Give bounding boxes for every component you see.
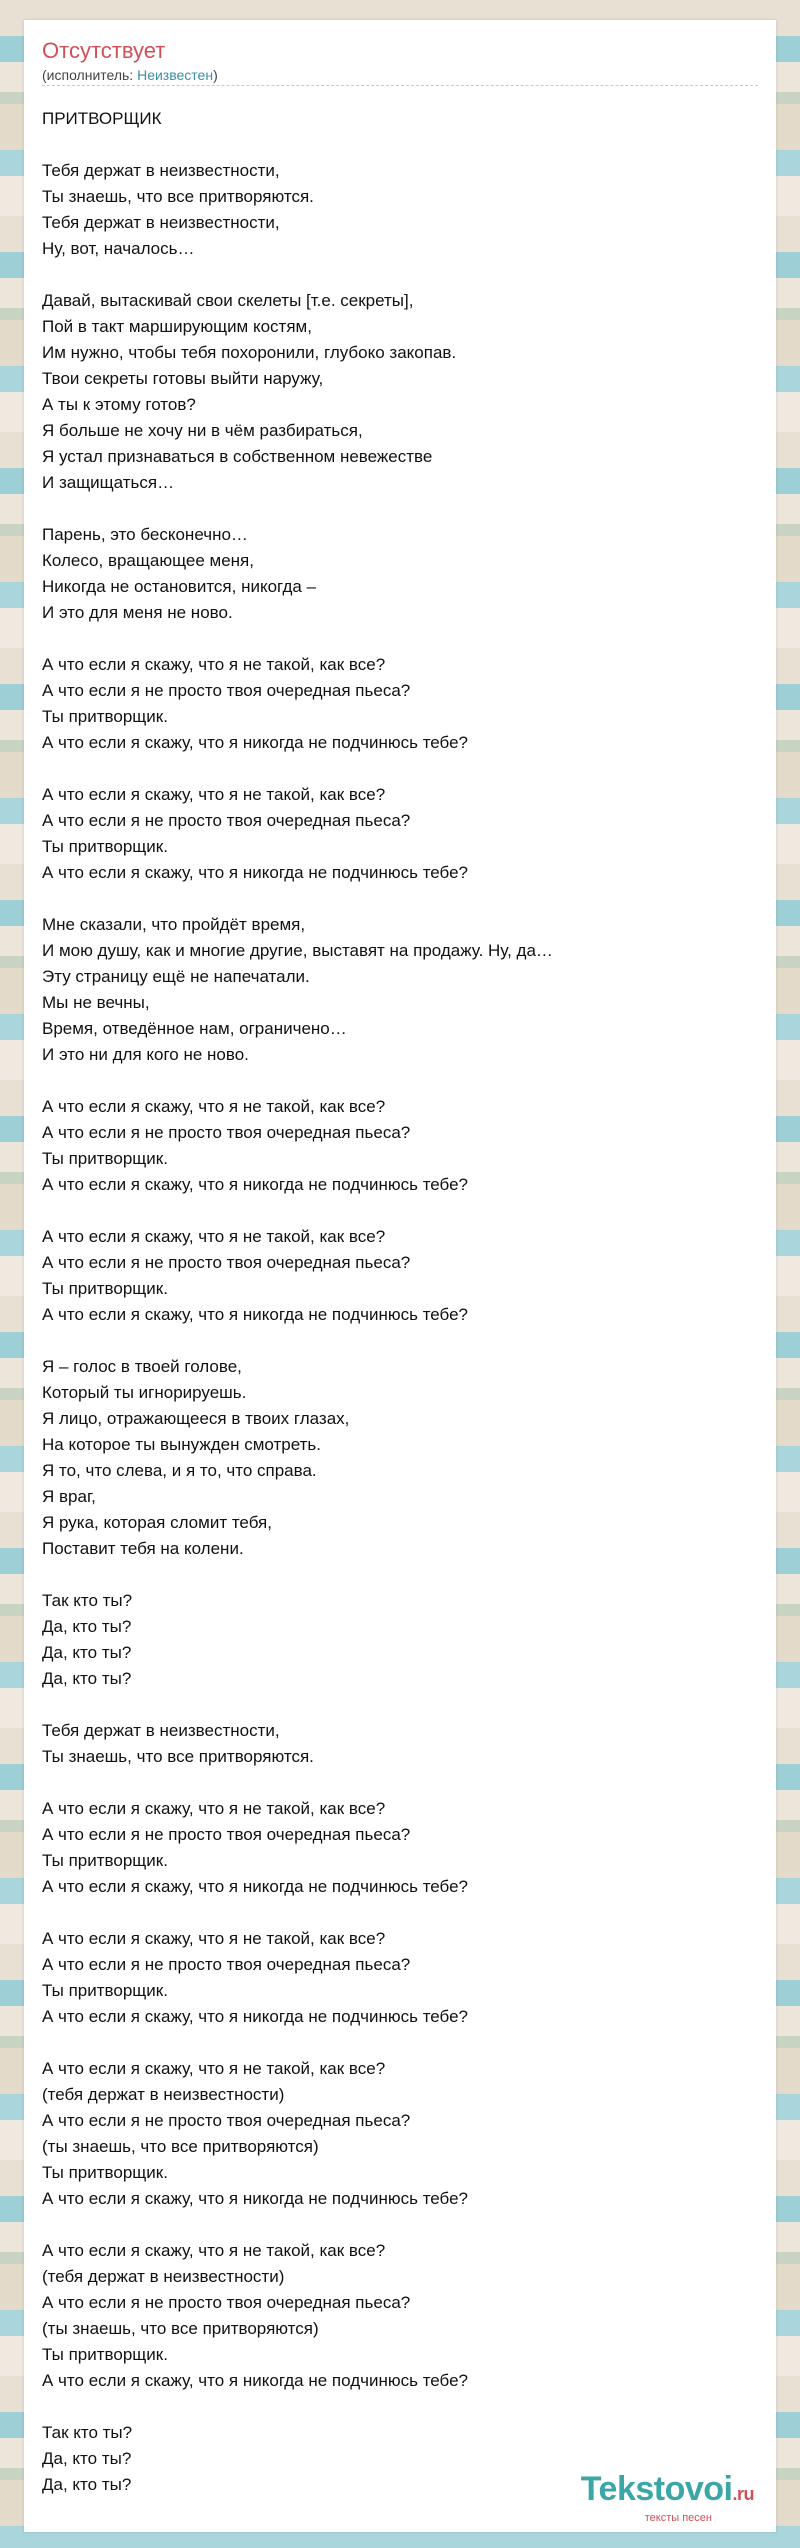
artist-suffix: ) bbox=[213, 67, 218, 83]
lyric-line: На которое ты вынужден смотреть. bbox=[42, 1435, 321, 1454]
lyric-line: Колесо, вращающее меня, bbox=[42, 551, 254, 570]
logo-tld: .ru bbox=[732, 2484, 754, 2504]
stanza bbox=[42, 1588, 758, 1692]
stanza bbox=[42, 1926, 758, 2030]
stanza-gap bbox=[42, 262, 758, 288]
lyric-line: Ты притворщик. bbox=[42, 1279, 168, 1298]
lyric-line: А что если я скажу, что я никогда не подчинюсь тебе? bbox=[42, 1175, 469, 1194]
lyric-line: А что если я не просто твоя очередная пьеса? bbox=[42, 681, 411, 700]
lyric-line: (тебя держат в неизвестности) bbox=[42, 2085, 285, 2104]
lyric-line: А что если я скажу, что я никогда не подчинюсь тебе? bbox=[42, 2371, 469, 2390]
lyric-line: Ты притворщик. bbox=[42, 837, 168, 856]
stanza-gap bbox=[42, 2212, 758, 2238]
lyric-line: А что если я не просто твоя очередная пьеса? bbox=[42, 1253, 411, 1272]
stanza-gap bbox=[42, 1198, 758, 1224]
stanza bbox=[42, 1354, 758, 1562]
stanza-gap bbox=[42, 756, 758, 782]
lyric-line: А что если я скажу, что я никогда не подчинюсь тебе? bbox=[42, 863, 469, 882]
lyric-line: Поставит тебя на колени. bbox=[42, 1539, 244, 1558]
stanza-gap bbox=[42, 886, 758, 912]
lyric-line: А что если я не просто твоя очередная пьеса? bbox=[42, 2111, 411, 2130]
stanza bbox=[42, 288, 758, 496]
lyric-line: Ну, вот, началось… bbox=[42, 239, 195, 258]
header-divider bbox=[42, 85, 758, 86]
lyric-line: А что если я скажу, что я никогда не подчинюсь тебе? bbox=[42, 1305, 469, 1324]
lyric-line: Ты знаешь, что все притворяются. bbox=[42, 187, 314, 206]
stanza-gap bbox=[42, 1770, 758, 1796]
stanza-gap bbox=[42, 132, 758, 158]
lyric-line: Ты знаешь, что все притворяются. bbox=[42, 1747, 314, 1766]
lyric-line: Ты притворщик. bbox=[42, 707, 168, 726]
song-header bbox=[42, 38, 758, 86]
stanza-gap bbox=[42, 1328, 758, 1354]
lyric-line: Да, кто ты? bbox=[42, 2449, 132, 2468]
lyric-line: А что если я скажу, что я не такой, как все? bbox=[42, 655, 386, 674]
lyric-line: Тебя держат в неизвестности, bbox=[42, 213, 280, 232]
stanza bbox=[42, 1224, 758, 1328]
lyric-line: А что если я скажу, что я не такой, как все? bbox=[42, 1227, 386, 1246]
lyric-line: А что если я скажу, что я никогда не подчинюсь тебе? bbox=[42, 2189, 469, 2208]
logo-tagline: тексты песен bbox=[644, 2512, 712, 2524]
lyric-line: Ты притворщик. bbox=[42, 1981, 168, 2000]
artist-line bbox=[42, 66, 758, 84]
lyric-line: Да, кто ты? bbox=[42, 1669, 132, 1688]
lyrics-text bbox=[42, 106, 758, 2498]
lyric-line: А ты к этому готов? bbox=[42, 395, 196, 414]
stanza bbox=[42, 1718, 758, 1770]
lyric-line: Никогда не остановится, никогда – bbox=[42, 577, 317, 596]
lyric-line: Я больше не хочу ни в чём разбираться, bbox=[42, 421, 363, 440]
lyric-line: Ты притворщик. bbox=[42, 1149, 168, 1168]
artist-prefix: (исполнитель: bbox=[42, 67, 138, 83]
stanza-gap bbox=[42, 496, 758, 522]
lyric-line: А что если я не просто твоя очередная пьеса? bbox=[42, 1825, 411, 1844]
lyric-line: Я устал признаваться в собственном невежестве bbox=[42, 447, 433, 466]
site-logo[interactable] bbox=[581, 2471, 754, 2524]
lyric-line: И защищаться… bbox=[42, 473, 175, 492]
lyric-line: Который ты игнорируешь. bbox=[42, 1383, 247, 1402]
lyric-line: И это для меня не ново. bbox=[42, 603, 233, 622]
lyric-line: Я – голос в твоей голове, bbox=[42, 1357, 242, 1376]
lyric-line: Да, кто ты? bbox=[42, 1617, 132, 1636]
stanza bbox=[42, 1796, 758, 1900]
stanza bbox=[42, 2238, 758, 2394]
lyrics-title: ПРИТВОРЩИК bbox=[42, 109, 162, 128]
lyric-line: Мы не вечны, bbox=[42, 993, 150, 1012]
lyric-line: Да, кто ты? bbox=[42, 1643, 132, 1662]
lyric-line: Пой в такт марширующим костям, bbox=[42, 317, 312, 336]
stanza-gap bbox=[42, 2030, 758, 2056]
lyric-line: Я то, что слева, и я то, что справа. bbox=[42, 1461, 317, 1480]
lyric-line: А что если я не просто твоя очередная пьеса? bbox=[42, 811, 411, 830]
lyric-line: Давай, вытаскивай свои скелеты [т.е. секреты], bbox=[42, 291, 414, 310]
lyric-line: Мне сказали, что пройдёт время, bbox=[42, 915, 306, 934]
lyric-line: (ты знаешь, что все притворяются) bbox=[42, 2137, 319, 2156]
stanza bbox=[42, 1094, 758, 1198]
lyric-line: Твои секреты готовы выйти наружу, bbox=[42, 369, 324, 388]
lyric-line: (ты знаешь, что все притворяются) bbox=[42, 2319, 319, 2338]
stanza-gap bbox=[42, 1900, 758, 1926]
stanza bbox=[42, 2056, 758, 2212]
lyric-line: Эту страницу ещё не напечатали. bbox=[42, 967, 310, 986]
lyric-line: А что если я не просто твоя очередная пьеса? bbox=[42, 1123, 411, 1142]
lyric-line: А что если я не просто твоя очередная пьеса? bbox=[42, 1955, 411, 1974]
lyric-line: Им нужно, чтобы тебя похоронили, глубоко закопав. bbox=[42, 343, 457, 362]
song-title: Отсутствует bbox=[42, 38, 166, 63]
stanza bbox=[42, 782, 758, 886]
lyric-line: Парень, это бесконечно… bbox=[42, 525, 248, 544]
lyric-line: Да, кто ты? bbox=[42, 2475, 132, 2494]
lyric-line: А что если я скажу, что я не такой, как все? bbox=[42, 1097, 386, 1116]
lyric-line: Ты притворщик. bbox=[42, 2163, 168, 2182]
stanza-gap bbox=[42, 1562, 758, 1588]
lyrics-card bbox=[24, 20, 776, 2532]
lyric-line: (тебя держат в неизвестности) bbox=[42, 2267, 285, 2286]
lyric-line: И мою душу, как и многие другие, выставят на продажу. Ну, да… bbox=[42, 941, 553, 960]
lyric-line: Время, отведённое нам, ограничено… bbox=[42, 1019, 347, 1038]
lyric-line: Тебя держат в неизвестности, bbox=[42, 1721, 280, 1740]
lyric-line: А что если я скажу, что я никогда не подчинюсь тебе? bbox=[42, 2007, 469, 2026]
lyric-line: А что если я не просто твоя очередная пьеса? bbox=[42, 2293, 411, 2312]
lyric-line: А что если я скажу, что я не такой, как все? bbox=[42, 1929, 386, 1948]
stanza bbox=[42, 522, 758, 626]
lyric-line: Тебя держат в неизвестности, bbox=[42, 161, 280, 180]
stanza bbox=[42, 912, 758, 1068]
logo-name: Tekstovoi bbox=[580, 2470, 733, 2508]
stanza bbox=[42, 158, 758, 262]
lyric-line: Я рука, которая сломит тебя, bbox=[42, 1513, 272, 1532]
lyric-line: Так кто ты? bbox=[42, 2423, 133, 2442]
stanza-gap bbox=[42, 2394, 758, 2420]
lyric-line: А что если я скажу, что я никогда не подчинюсь тебе? bbox=[42, 733, 469, 752]
stanza-gap bbox=[42, 626, 758, 652]
stanza bbox=[42, 652, 758, 756]
artist-link[interactable]: Неизвестен bbox=[137, 67, 214, 83]
stanza-gap bbox=[42, 1068, 758, 1094]
lyric-line: А что если я скажу, что я не такой, как все? bbox=[42, 1799, 386, 1818]
lyric-line: Я лицо, отражающееся в твоих глазах, bbox=[42, 1409, 350, 1428]
lyric-line: Ты притворщик. bbox=[42, 2345, 168, 2364]
stanza-gap bbox=[42, 1692, 758, 1718]
lyric-line: А что если я скажу, что я не такой, как все? bbox=[42, 785, 386, 804]
lyric-line: А что если я скажу, что я не такой, как все? bbox=[42, 2241, 386, 2260]
lyric-line: А что если я скажу, что я не такой, как все? bbox=[42, 2059, 386, 2078]
lyric-line: Я враг, bbox=[42, 1487, 96, 1506]
lyric-line: А что если я скажу, что я никогда не подчинюсь тебе? bbox=[42, 1877, 469, 1896]
lyric-line: Ты притворщик. bbox=[42, 1851, 168, 1870]
lyric-line: Так кто ты? bbox=[42, 1591, 133, 1610]
lyric-line: И это ни для кого не ново. bbox=[42, 1045, 249, 1064]
